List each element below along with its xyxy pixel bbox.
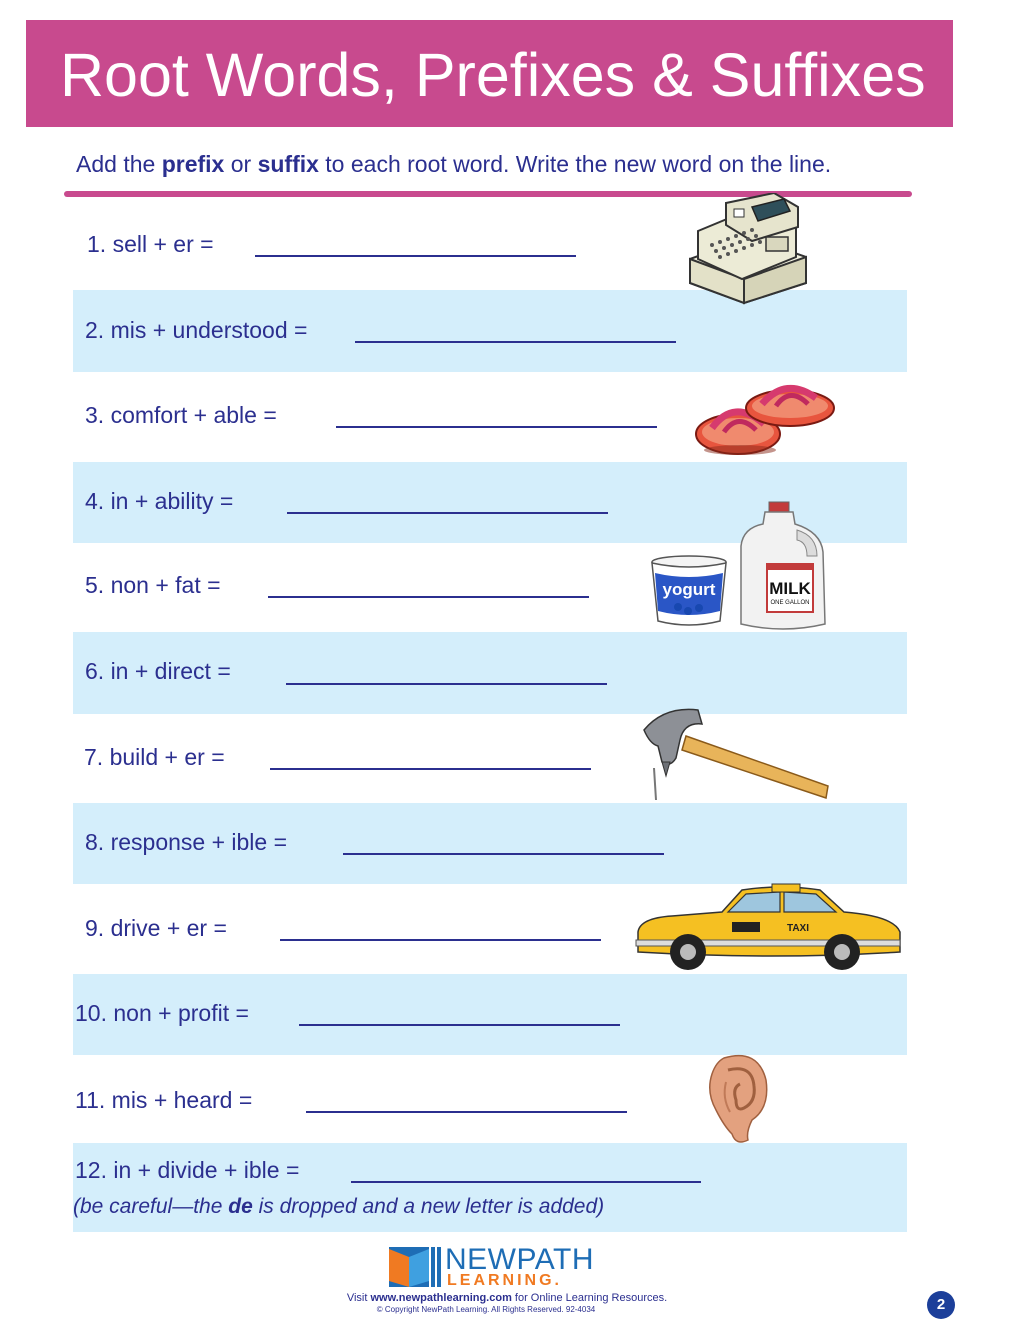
question-text: 11. mis + heard = xyxy=(75,1087,253,1113)
hammer-icon xyxy=(640,706,834,804)
answer-line[interactable] xyxy=(355,341,676,343)
instructions-text: to each root word. Write the new word on the line. xyxy=(318,151,832,177)
answer-line[interactable] xyxy=(270,768,591,770)
question-text: 6. in + direct = xyxy=(85,658,231,684)
answer-line[interactable] xyxy=(268,596,589,598)
question-text: 2. mis + understood = xyxy=(85,317,308,343)
question-text: 5. non + fat = xyxy=(85,572,221,598)
answer-line[interactable] xyxy=(306,1111,627,1113)
question-row xyxy=(73,974,907,1055)
newpath-logo xyxy=(387,1241,597,1289)
yogurt-label: yogurt xyxy=(662,580,716,599)
ear-icon xyxy=(706,1052,770,1146)
answer-line[interactable] xyxy=(351,1181,701,1183)
instructions-suffix-word: suffix xyxy=(257,151,319,177)
slippers-icon xyxy=(694,372,840,462)
question-row xyxy=(73,803,907,884)
logo-subwordmark: LEARNING. xyxy=(447,1272,562,1289)
milk-label: MILK xyxy=(769,579,811,598)
question-text: 4. in + ability = xyxy=(85,488,234,514)
hint-text: is dropped and a new letter is added) xyxy=(252,1195,605,1218)
answer-line[interactable] xyxy=(343,853,664,855)
instructions-prefix-word: prefix xyxy=(161,151,225,177)
hint-bold-letters: de xyxy=(228,1195,253,1218)
question-text: 7. build + er = xyxy=(84,744,225,770)
logo-wordmark: NEWPATH xyxy=(445,1243,595,1276)
question-row xyxy=(73,1055,907,1143)
hint-note xyxy=(73,1195,604,1219)
visit-text: Visit xyxy=(346,1292,371,1304)
page-title: Root Words, Prefixes & Suffixes xyxy=(60,41,926,109)
question-text: 10. non + profit = xyxy=(75,1000,249,1026)
answer-line[interactable] xyxy=(286,683,607,685)
question-text: 12. in + divide + ible = xyxy=(75,1157,300,1183)
question-row xyxy=(73,1143,907,1232)
cash-register-icon xyxy=(686,193,810,305)
instructions-text: or xyxy=(224,151,258,177)
website-link[interactable]: www.newpathlearning.com xyxy=(370,1292,512,1304)
question-text: 3. comfort + able = xyxy=(85,402,277,428)
taxi-icon xyxy=(632,882,904,974)
answer-line[interactable] xyxy=(280,939,601,941)
question-text: 1. sell + er = xyxy=(87,231,214,257)
yogurt-icon xyxy=(650,555,728,629)
question-text: 8. response + ible = xyxy=(85,829,288,855)
question-row xyxy=(73,632,907,714)
milk-jug-icon xyxy=(737,500,829,634)
milk-sub-label: ONE GALLON xyxy=(770,600,810,606)
taxi-label: TAXI xyxy=(786,923,810,934)
visit-text: for Online Learning Resources. xyxy=(511,1292,668,1304)
answer-line[interactable] xyxy=(255,255,576,257)
answer-line[interactable] xyxy=(299,1024,620,1026)
instructions-text: Add the xyxy=(76,151,162,177)
answer-line[interactable] xyxy=(287,512,608,514)
hint-text: (be careful—the xyxy=(73,1195,229,1218)
answer-line[interactable] xyxy=(336,426,657,428)
copyright-text: © Copyright NewPath Learning. All Rights Reserved. 92-4034 xyxy=(376,1305,596,1314)
page-number-badge: 2 xyxy=(927,1291,955,1319)
visit-line xyxy=(0,1292,1014,1304)
question-text: 9. drive + er = xyxy=(85,915,227,941)
instructions xyxy=(76,151,831,178)
book-logo-icon xyxy=(387,1241,443,1289)
title-banner xyxy=(26,20,953,127)
